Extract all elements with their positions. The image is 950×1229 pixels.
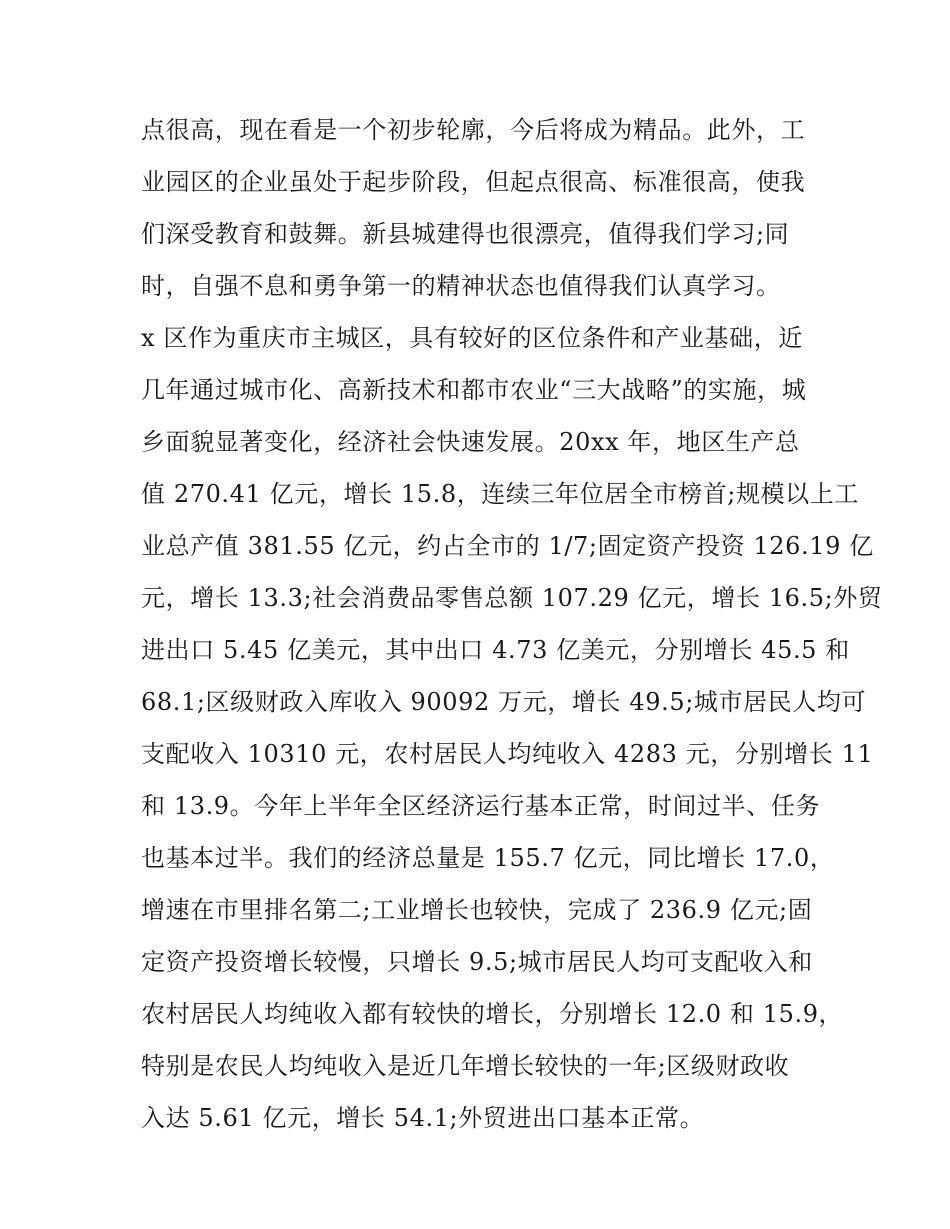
- text-line: 68.1;区级财政入库收入 90092 万元，增长 49.5;城市居民人均可: [141, 688, 867, 716]
- text-line: 支配收入 10310 元，农村居民人均纯收入 4283 元，分别增长 11: [141, 740, 874, 768]
- text-line: 业园区的企业虽处于起步阶段，但起点很高、标准很高，使我: [141, 168, 806, 196]
- text-line: 和 13.9。今年上半年全区经济运行基本正常，时间过半、任务: [141, 792, 821, 820]
- text-line: 业总产值 381.55 亿元，约占全市的 1/7;固定资产投资 126.19 亿: [141, 532, 874, 560]
- text-line: 元，增长 13.3;社会消费品零售总额 107.29 亿元，增长 16.5;外贸: [141, 584, 883, 612]
- text-line: 时，自强不息和勇争第一的精神状态也值得我们认真学习。: [141, 272, 781, 300]
- text-line: 几年通过城市化、高新技术和都市农业“三大战略”的实施，城: [141, 376, 807, 404]
- text-line: 定资产投资增长较慢，只增长 9.5;城市居民人均可支配收入和: [141, 948, 813, 976]
- text-line: 入达 5.61 亿元，增长 54.1;外贸进出口基本正常。: [141, 1104, 705, 1132]
- text-line: 点很高，现在看是一个初步轮廓，今后将成为精品。此外，工: [141, 116, 806, 144]
- text-line: 值 270.41 亿元，增长 15.8，连续三年位居全市榜首;规模以上工: [141, 480, 859, 508]
- text-line: x 区作为重庆市主城区，具有较好的区位条件和产业基础，近: [141, 324, 803, 352]
- text-line: 们深受教育和鼓舞。新县城建得也很漂亮，值得我们学习;同: [141, 220, 790, 248]
- text-line: 增速在市里排名第二;工业增长也较快，完成了 236.9 亿元;固: [141, 896, 813, 924]
- text-line: 乡面貌显著变化，经济社会快速发展。20xx 年，地区生产总: [141, 428, 800, 456]
- text-line: 特别是农民人均纯收入是近几年增长较快的一年;区级财政收: [141, 1052, 790, 1080]
- text-line: 农村居民人均纯收入都有较快的增长，分别增长 12.0 和 15.9，: [141, 1000, 844, 1028]
- text-line: 进出口 5.45 亿美元，其中出口 4.73 亿美元，分别增长 45.5 和: [141, 636, 850, 664]
- text-line: 也基本过半。我们的经济总量是 155.7 亿元，同比增长 17.0，: [141, 844, 835, 872]
